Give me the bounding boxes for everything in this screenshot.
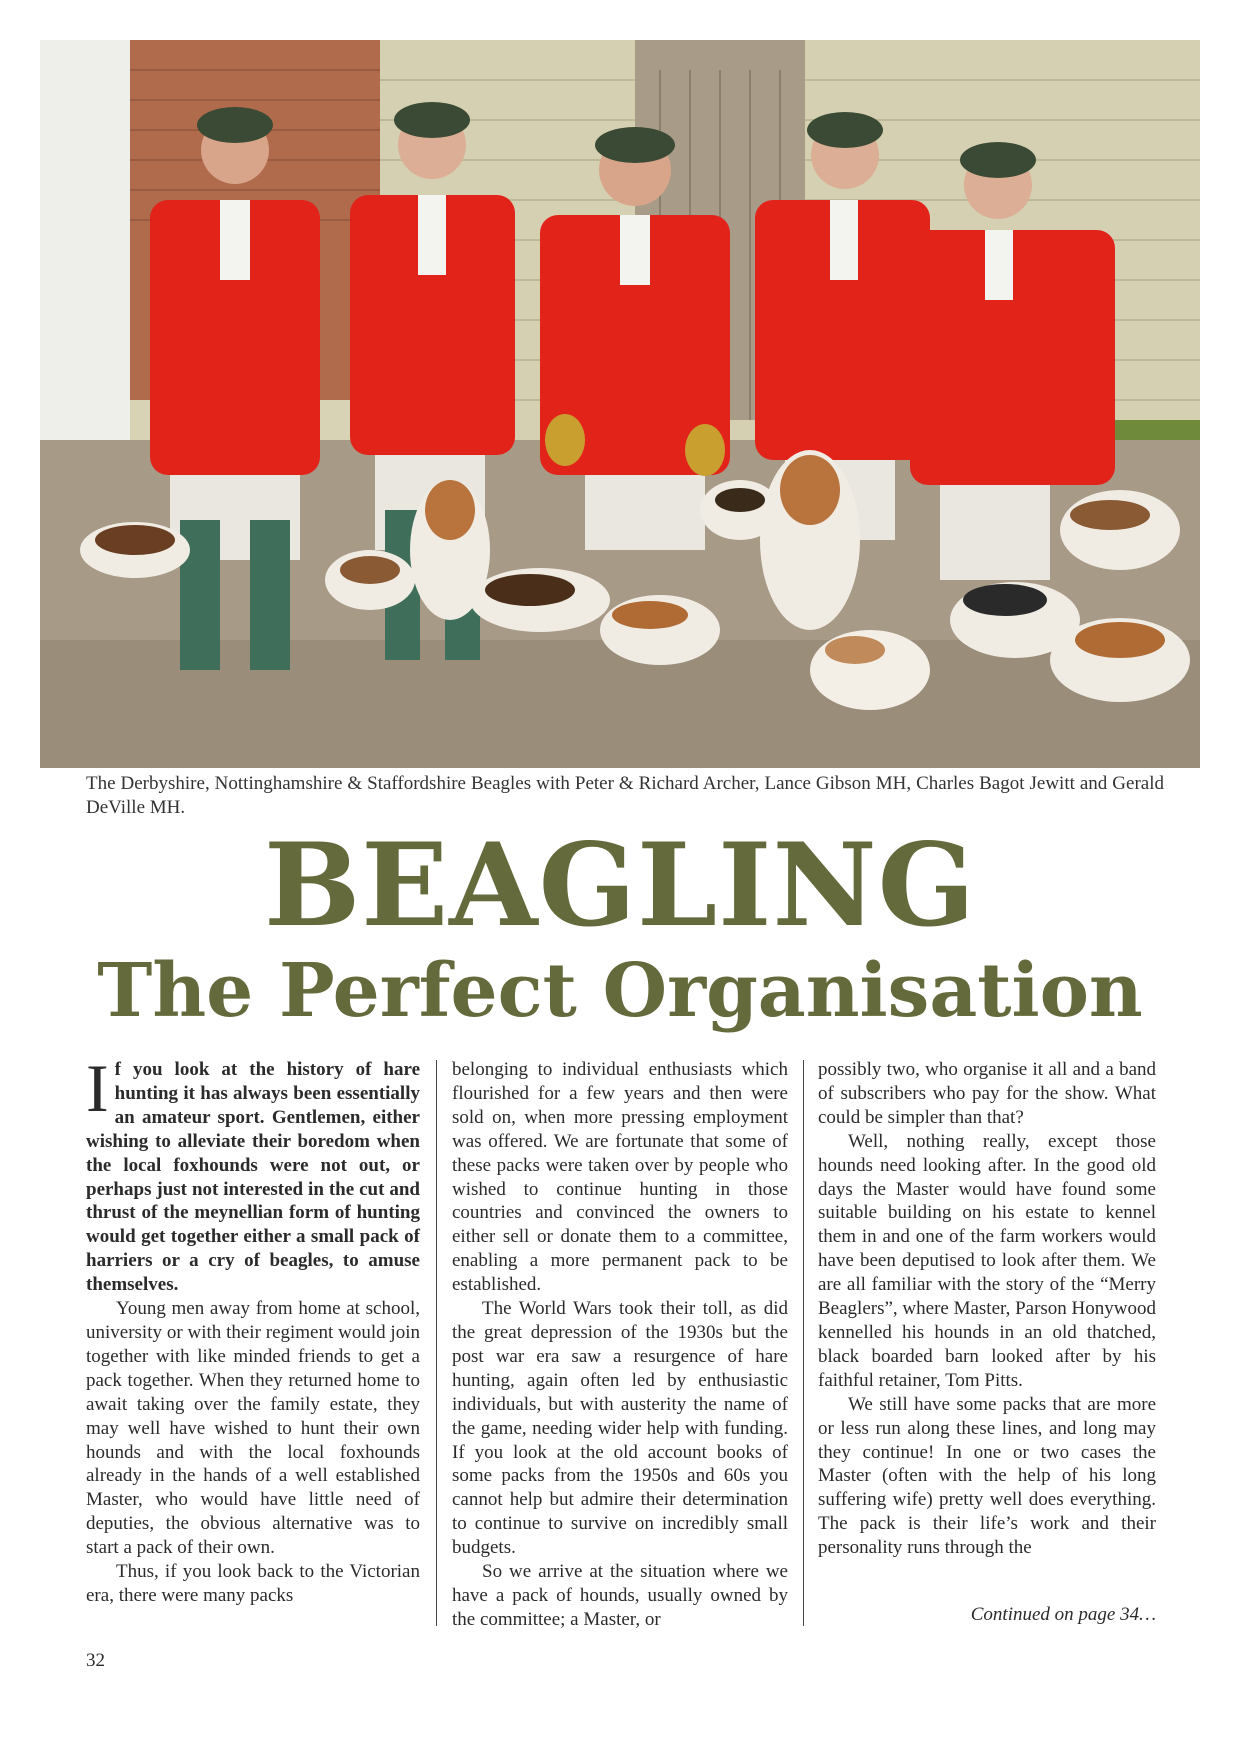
paragraph: Young men away from home at school, university or with their regiment would join together with like minded friends to get a pack together. When they returned home to await taking over the family estate, they may well have wished to hunt their own hounds and with the local foxhounds already in the hands of a well established Master, who would have little need of deputies, the obvious alternative was to start a pack of their own. [86,1298,420,1559]
hunt-photo [40,40,1200,768]
paragraph: We still have some packs that are more or less run along these lines, and long may they continue! In one or two cases the Master (often with the help of his long suffering wife) pretty well does everything. The pack is their life’s work and their personality runs through the [818,1393,1156,1559]
article-column-2 [452,1058,788,1630]
photo-caption: The Derbyshire, Nottinghamshire & Staffordshire Beagles with Peter & Richard Archer, Lance Gibson MH, Charles Bagot Jewitt and Gerald DeVille MH. [86,773,1164,818]
paragraph: Thus, if you look back to the Victorian era, there were many packs [86,1561,420,1606]
paragraph: Well, nothing really, except those hounds need looking after. In the good old days the Master would have found some suitable building on his estate to kennel them in and one of the farm workers would have been deputised to look after them. We are all familiar with the story of the “Merry Beaglers”, where Master, Parson Honywood kennelled his hounds in an old thatched, black boarded barn looked after by his faithful retainer, Tom Pitts. [818,1130,1156,1391]
article-column-1 [86,1050,420,1618]
paragraph: The World Wars took their toll, as did the great depression of the 1930s but the post war era saw a resurgence of hare hunting, again often led by enthusiastic individuals, but with austerity the name of the game, needing wider help with funding. If you look at the old account books of some packs from the 1950s and 60s you cannot help but admire their determination to continue to survive on incredibly small budgets. [452,1298,788,1559]
page-number: 32 [86,1650,105,1671]
paragraph: belonging to individual enthusiasts which flourished for a few years and then were sold on, when more pressing employment was offered. We are fortunate that some of these packs were taken over by people who wished to continue hunting in those countries and convinced the owners to either sell or donate them to a committee, enabling a more permanent pack to be established. [452,1059,788,1296]
headline: BEAGLING [263,818,977,952]
continued-note: Continued on page 34… [970,1604,1156,1625]
article-column-3 [818,1058,1156,1618]
paragraph: So we arrive at the situation where we have a pack of hounds, usually owned by the committee; a Master, or [452,1561,788,1630]
photo-illustration [40,40,1200,768]
column-divider [803,1060,804,1626]
drop-cap: I [86,1050,109,1126]
white-door [40,40,130,440]
paragraph: possibly two, who organise it all and a band of subscribers who pay for the show. What could be simpler than that? [818,1059,1156,1128]
lead-text: f you look at the history of hare hunting it has always been essentially an amateur sport. Gentlemen, either wishing to alleviate their boredom when the local foxhounds were not out, or perhaps just not interested in the cut and thrust of the meynellian form of hunting would get together either a small pack of harriers or a cry of beagles, to amuse themselves. [86,1059,420,1296]
lead-paragraph [86,1050,420,1297]
column-divider [436,1060,437,1626]
subheadline: The Perfect Organisation [97,948,1143,1034]
